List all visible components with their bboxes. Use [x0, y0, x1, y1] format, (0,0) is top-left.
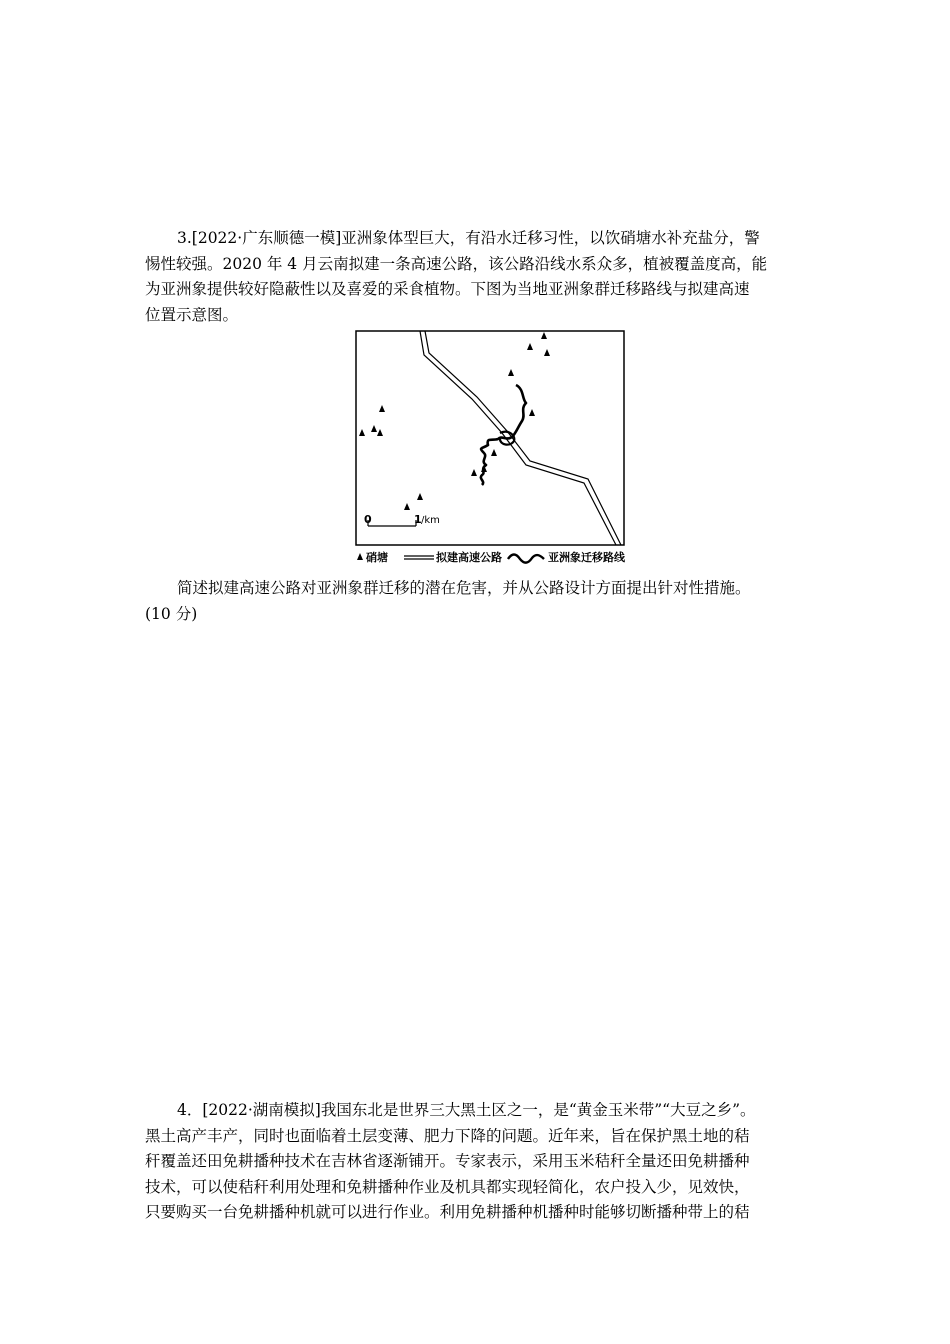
question-3-score: (10 分) — [145, 604, 198, 623]
question-4-text — [145, 1098, 805, 1226]
legend-salt-pond-label: 硝塘 — [366, 551, 388, 564]
legend-highway-label: 拟建高速公路 — [436, 551, 502, 564]
legend-highway-icon — [404, 556, 434, 559]
question-3-text — [145, 226, 805, 328]
scale-zero-label: 0 — [364, 513, 372, 526]
question-3-line-1: 3.[2022·广东顺德一模]亚洲象体型巨大，有沿水迁移习性，以饮硝塘水补充盐分，警 — [177, 229, 760, 247]
question-3-line-4: 位置示意图。 — [145, 305, 239, 324]
map-frame — [356, 331, 624, 545]
question-3-line-2: 惕性较强。2020 年 4 月云南拟建一条高速公路，该公路沿线水系众多，植被覆盖度高，能 — [145, 254, 768, 273]
question-4-line-5: 只要购买一台免耕播种机就可以进行作业。利用免耕播种机播种时能够切断播种带上的秸 — [145, 1203, 750, 1221]
question-4-line-4: 技术，可以使秸秆利用处理和免耕播种作业及机具都实现轻简化，农户投入少，见效快， — [145, 1177, 750, 1196]
scale-value-label: 1 — [414, 513, 422, 526]
legend-route-icon — [508, 555, 544, 563]
question-4-line-1: 4．[2022·湖南模拟]我国东北是世界三大黑土区之一，是“黄金玉米带”“大豆之乡”。 — [177, 1101, 756, 1119]
question-3-task-line-1: 简述拟建高速公路对亚洲象群迁移的潜在危害，并从公路设计方面提出针对性措施。 — [177, 579, 751, 597]
question-4-line-3: 秆覆盖还田免耕播种技术在吉林省逐渐铺开。专家表示，采用玉米秸秆全量还田免耕播种 — [145, 1152, 750, 1170]
elephant-migration-map — [354, 329, 629, 569]
legend-salt-pond-icon — [357, 553, 363, 560]
question-4-line-2: 黑土高产丰产，同时也面临着土层变薄、肥力下降的问题。近年来，旨在保护黑土地的秸 — [145, 1126, 750, 1145]
legend-svg — [354, 550, 654, 566]
legend-route-label: 亚洲象迁移路线 — [548, 551, 625, 564]
map-svg — [354, 329, 629, 551]
question-3-task — [145, 576, 805, 627]
question-3-line-3: 为亚洲象提供较好隐蔽性以及喜爱的采食植物。下图为当地亚洲象群迁移路线与拟建高速 — [145, 280, 750, 298]
scale-unit-label: /km — [421, 515, 440, 526]
map-legend — [354, 550, 654, 566]
